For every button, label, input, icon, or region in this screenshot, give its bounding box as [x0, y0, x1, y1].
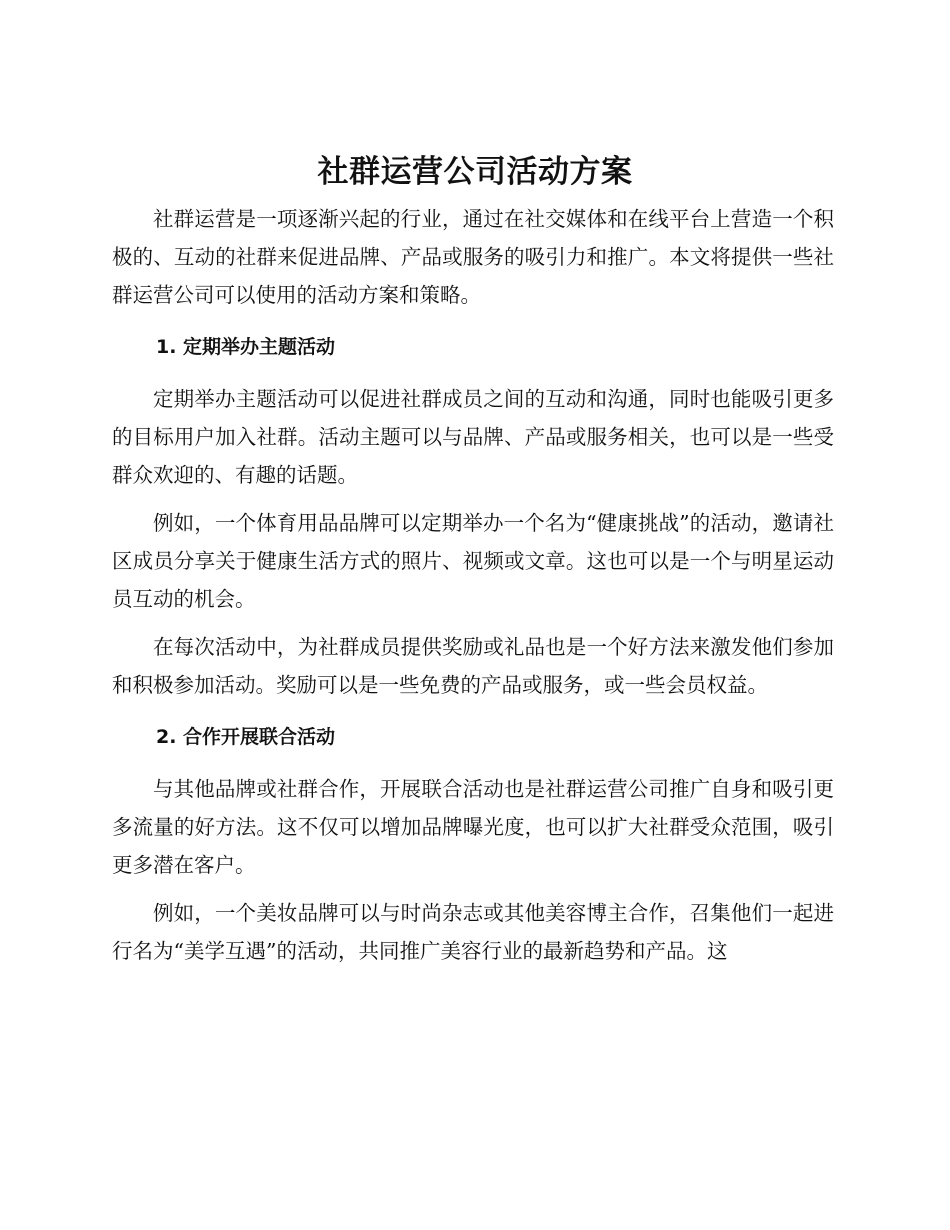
document-title: 社群运营公司活动方案: [317, 154, 633, 190]
section-1-paragraph-3: 在每次活动中，为社群成员提供奖励或礼品也是一个好方法来激发他们参加和积极参加活动。奖励可以是一些免费的产品或服务，或一些会员权益。: [112, 635, 834, 697]
section-1-paragraph-1: 定期举办主题活动可以促进社群成员之间的互动和沟通，同时也能吸引更多的目标用户加入社群。活动主题可以与品牌、产品或服务相关，也可以是一些受群众欢迎的、有趣的话题。: [112, 387, 834, 487]
section-heading-2: 2. 合作开展联合活动: [156, 726, 336, 748]
section-2-paragraph-1: 与其他品牌或社群合作，开展联合活动也是社群运营公司推广自身和吸引更多流量的好方法。这不仅可以增加品牌曝光度，也可以扩大社群受众范围，吸引更多潜在客户。: [112, 777, 834, 877]
section-2-paragraph-2: 例如，一个美妆品牌可以与时尚杂志或其他美容博主合作，召集他们一起进行名为“美学互遇”的活动，共同推广美容行业的最新趋势和产品。这: [112, 901, 834, 963]
intro-paragraph: 社群运营是一项逐渐兴起的行业，通过在社交媒体和在线平台上营造一个积极的、互动的社群来促进品牌、产品或服务的吸引力和推广。本文将提供一些社群运营公司可以使用的活动方案和策略。: [112, 207, 834, 307]
section-1-paragraph-2: 例如，一个体育用品品牌可以定期举办一个名为“健康挑战”的活动，邀请社区成员分享关于健康生活方式的照片、视频或文章。这也可以是一个与明星运动员互动的机会。: [112, 511, 834, 611]
section-heading-1: 1. 定期举办主题活动: [156, 336, 336, 358]
document-body: [112, 200, 834, 980]
